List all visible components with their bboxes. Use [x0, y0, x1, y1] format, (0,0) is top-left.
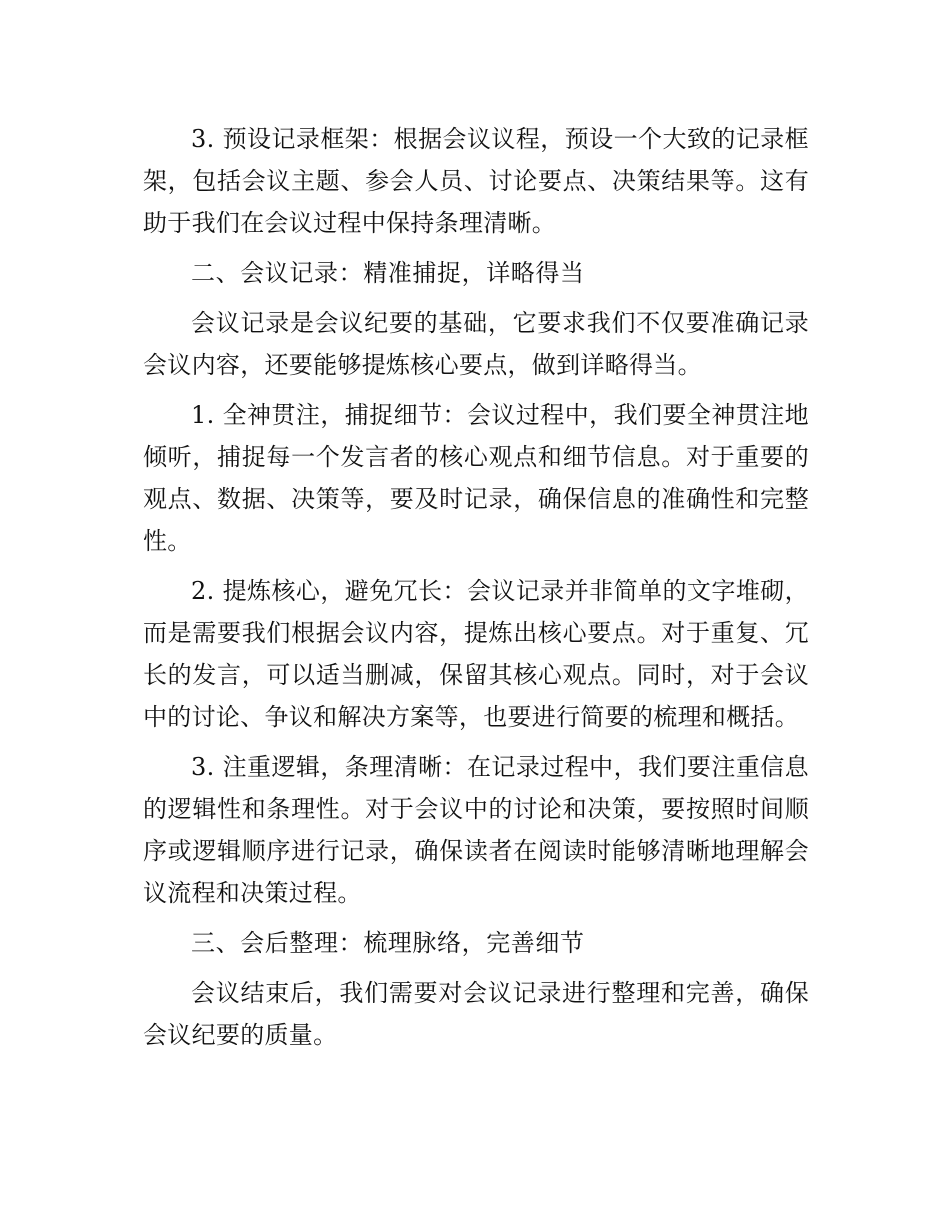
paragraph-record-basis: 会议记录是会议纪要的基础，它要求我们不仅要准确记录会议内容，还要能够提炼核心要点，做到详略得当。: [143, 309, 809, 379]
paragraph-logic-clarity: 3. 注重逻辑，条理清晰：在记录过程中，我们要注重信息的逻辑性和条理性。对于会议中的讨论和决策，要按照时间顺序或逻辑顺序进行记录，确保读者在阅读时能够清晰地理解会议流程和决策过程。: [143, 753, 809, 907]
paragraph-focus-details: 1. 全神贯注，捕捉细节：会议过程中，我们要全神贯注地倾听，捕捉每一个发言者的核心观点和细节信息。对于重要的观点、数据、决策等，要及时记录，确保信息的准确性和完整性。: [143, 401, 809, 555]
section-heading-meeting-record: 二、会议记录：精准捕捉，详略得当: [191, 259, 585, 287]
section-heading-post-meeting: 三、会后整理：梳理脉络，完善细节: [191, 929, 585, 957]
paragraph-preset-framework: 3. 预设记录框架：根据会议议程，预设一个大致的记录框架，包括会议主题、参会人员、讨论要点、决策结果等。这有助于我们在会议过程中保持条理清晰。: [143, 125, 809, 237]
paragraph-post-meeting: 会议结束后，我们需要对会议记录进行整理和完善，确保会议纪要的质量。: [143, 979, 809, 1049]
paragraph-refine-core: 2. 提炼核心，避免冗长：会议记录并非简单的文字堆砌，而是需要我们根据会议内容，提炼出核心要点。对于重复、冗长的发言，可以适当删减，保留其核心观点。同时，对于会议中的讨论、争议和解决方案等，也要进行简要的梳理和概括。: [143, 577, 809, 731]
document-body: [143, 118, 809, 1056]
